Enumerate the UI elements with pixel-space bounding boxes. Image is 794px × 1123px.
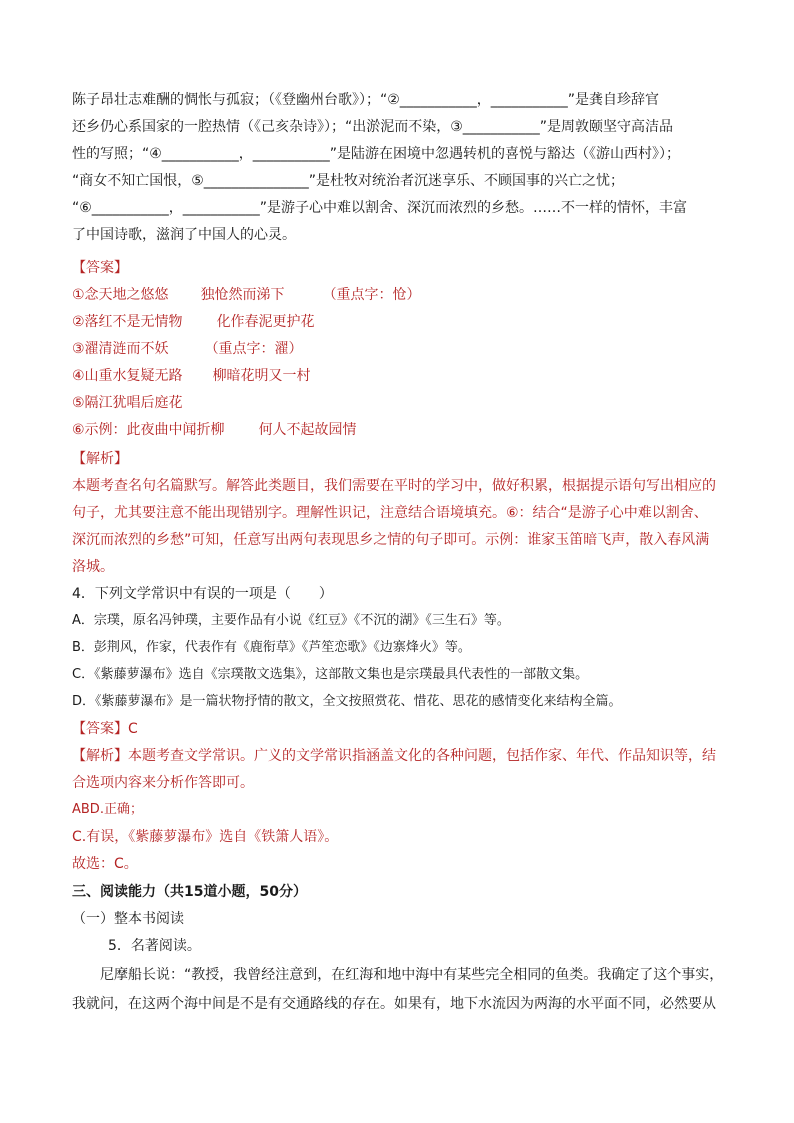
analysis-line: 洛城。 xyxy=(72,559,114,575)
answer-part: 独怆然而涕下 xyxy=(200,287,285,303)
answer-item xyxy=(72,420,357,440)
answer-part: 何人不起故园情 xyxy=(258,422,357,438)
option-a: A．宗璞，原名冯钟璞，主要作品有小说《红豆》《不沉的湖》《三生石》等。 xyxy=(72,613,510,628)
answer-item xyxy=(72,285,421,305)
q4-answer xyxy=(72,719,138,739)
intro-line: “商女不知亡国恨，⑤_______________”是杜牧对统治者沉迷享乐、不顾国事的兴亡之忧； xyxy=(72,173,625,189)
answer-part: ②落红不是无情物 xyxy=(72,314,183,330)
section-heading: 三、阅读能力（共15道小题，50分） xyxy=(72,884,307,900)
answer-note: （重点字：濯） xyxy=(204,341,303,357)
q4-analysis-line: 合选项内容来分析作答即可。 xyxy=(72,775,254,791)
intro-line: “⑥___________，___________”是游子心中难以割舍、深沉而浓烈的乡愁。……不一样的情怀，丰富 xyxy=(72,200,688,216)
answer-part: ⑤隔江犹唱后庭花 xyxy=(72,395,183,411)
answer-part: 柳暗花明又一村 xyxy=(212,368,311,384)
question-stem: 5．名著阅读。 xyxy=(108,938,201,954)
answer-note: （重点字：怆） xyxy=(322,287,421,303)
passage-line: 尼摩船长说：“教授，我曾经注意到，在红海和地中海中有某些完全相同的鱼类。我确定了这个事实， xyxy=(100,967,724,983)
subsection-heading: （一）整本书阅读 xyxy=(72,911,184,927)
answer-part: ⑥示例：此夜曲中闻折柳 xyxy=(72,422,225,438)
passage-line: 我就问，在这两个海中间是不是有交通路线的存在。如果有，地下水流因为两海的水平面不同，必然要从 xyxy=(72,996,716,1012)
option-b: B．彭荆风，作家，代表作有《鹿衔草》《芦笙恋歌》《边寨烽火》等。 xyxy=(72,640,471,655)
intro-line: 性的写照；“④___________，___________”是陆游在困境中忽遇转机的喜悦与豁达（《游山西村》）； xyxy=(72,146,681,162)
analysis-text: 本题考查文学常识。广义的文学常识指涵盖文化的各种问题，包括作家、年代、作品知识等，结 xyxy=(128,748,716,764)
answer-item xyxy=(72,339,303,359)
q4-abd-note: ABD.正确； xyxy=(72,802,143,817)
intro-line: 陈子昂壮志难酬的惆怅与孤寂；（《登幽州台歌》）；“②___________，___________”是龚自珍辞官 xyxy=(72,92,660,108)
answer-label: 【答案】 xyxy=(72,721,128,737)
answer-label: 【答案】 xyxy=(72,260,128,276)
analysis-label: 【解析】 xyxy=(72,451,128,467)
answer-part: 化作春泥更护花 xyxy=(216,314,315,330)
intro-line: 还乡仍心系国家的一腔热情（《己亥杂诗》）；“出淤泥而不染，③___________”是周敦颐坚守高洁品 xyxy=(72,119,674,135)
analysis-line: 句子，尤其要注意不能出现错别字。理解性识记，注意结合语境填充。⑥：结合“是游子心中难以割舍、 xyxy=(72,505,708,521)
answer-part: ③濯清涟而不妖 xyxy=(72,341,169,357)
q4-choice: 故选：C。 xyxy=(72,856,138,872)
answer-item xyxy=(72,312,315,332)
analysis-line: 深沉而浓烈的乡愁”可知，任意写出两句表现思乡之情的句子即可。示例：谁家玉笛暗飞声，散入春风满 xyxy=(72,532,710,548)
answer-part: ④山重水复疑无路 xyxy=(72,368,183,384)
intro-line: 了中国诗歌，滋润了中国人的心灵。 xyxy=(72,227,296,243)
answer-part: ①念天地之悠悠 xyxy=(72,287,169,303)
q4-c-note: C.有误，《紫藤萝瀑布》选自《铁箫人语》。 xyxy=(72,829,339,845)
option-d: D．《紫藤萝瀑布》是一篇状物抒情的散文，全文按照赏花、惜花、思花的感情变化来结构全篇。 xyxy=(72,694,622,709)
answer-item xyxy=(72,393,183,413)
analysis-line: 本题考查名句名篇默写。解答此类题目，我们需要在平时的学习中，做好积累，根据提示语句写出相应的 xyxy=(72,478,716,494)
question-stem: 4．下列文学常识中有误的一项是（ ） xyxy=(72,586,333,602)
answer-item xyxy=(72,366,311,386)
q4-analysis-line xyxy=(72,746,716,766)
analysis-label: 【解析】 xyxy=(72,748,128,764)
option-c: C．《紫藤萝瀑布》选自《宗璞散文选集》，这部散文集也是宗璞最具代表性的一部散文集。 xyxy=(72,667,589,682)
answer-value: C xyxy=(128,721,138,737)
